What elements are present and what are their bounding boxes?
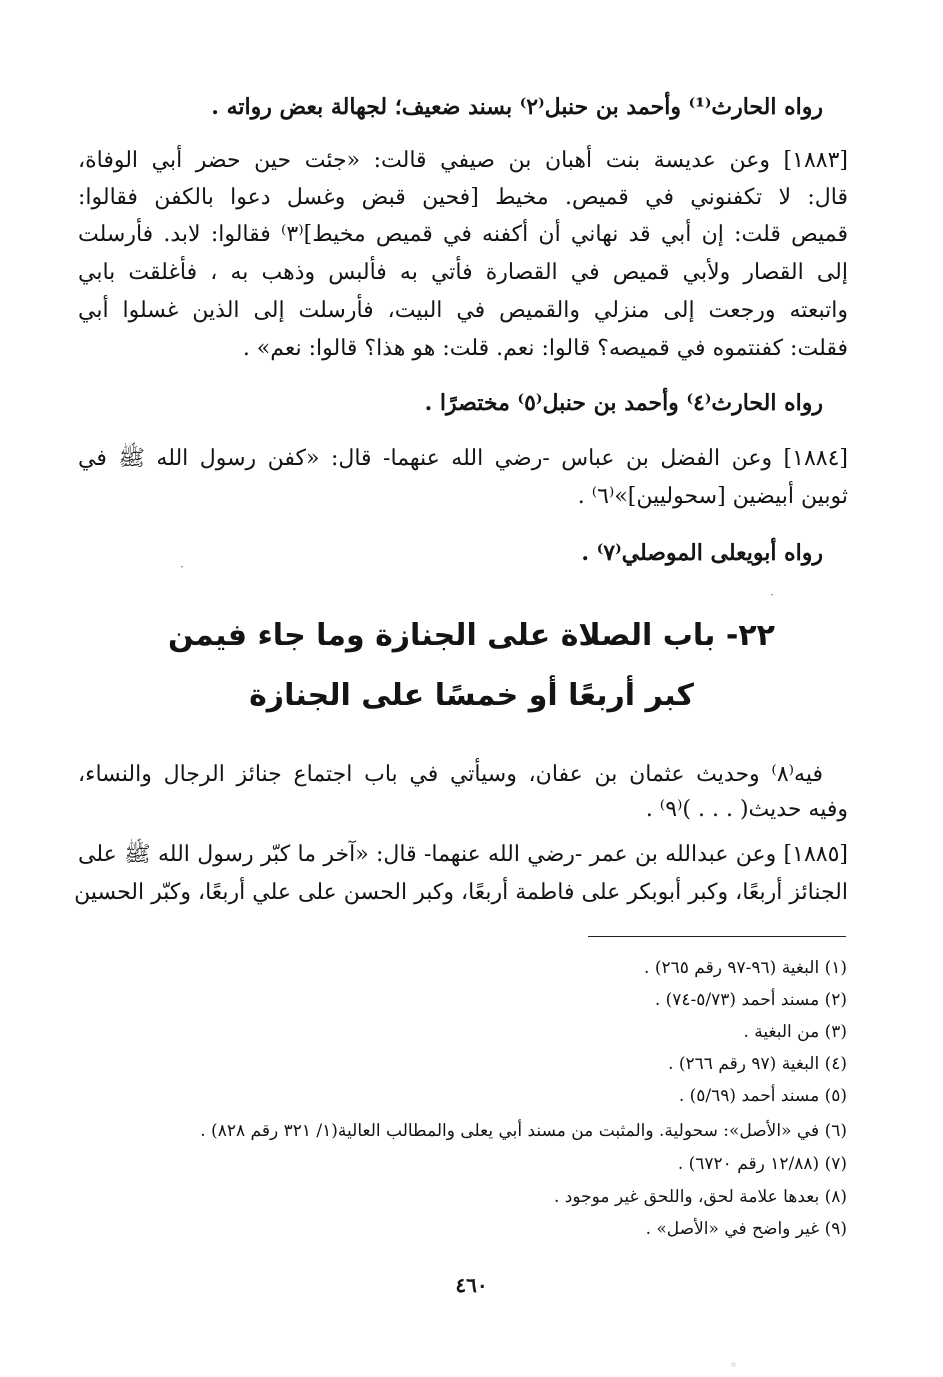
footnote-9: (٩) غير واضح في «الأصل» .: [645, 1219, 847, 1239]
chapter-intro-line-2: وفيه حديث( . . . )⁽٩⁾ .: [645, 797, 848, 822]
page-number: ٤٦٠: [455, 1273, 488, 1297]
hadith-1883-line-2: قال: لا تكفنوني في قميص. مخيط [فحين قبض وغسل دعوا بالكفن فقالوا:: [78, 185, 848, 210]
chapter-heading-line-1: ٢٢- باب الصلاة على الجنازة وما جاء فيمن: [168, 618, 775, 653]
hadith-1884-line-2: ثوبين أبيضين [سحوليين]»⁽٦⁾ .: [577, 484, 848, 509]
hadith-1883-line-5: واتبعته ورجعت إلى منزلي والقميص في البيت، فأرسلت إلى الذين غسلوا أبي: [78, 298, 848, 323]
chapter-heading-line-2: كبر أربعًا أو خمسًا على الجنازة: [249, 678, 694, 713]
scan-speck: ◦: [730, 1358, 738, 1372]
footnote-5: (٥) مسند أحمد (٥/٦٩) .: [678, 1086, 847, 1106]
narration-line: رواه الحارث⁽٤⁾ وأحمد بن حنبل⁽٥⁾ مختصرًا .: [424, 390, 823, 416]
footnote-1: (١) البغية (٩٦-٩٧ رقم ٢٦٥) .: [644, 958, 847, 978]
hadith-1883-line-1: [١٨٨٣] وعن عديسة بنت أهبان بن صيفي قالت: «جئت حين حضر أبي الوفاة،: [78, 148, 848, 173]
chapter-intro-line-1: فيه⁽٨⁾ وحديث عثمان بن عفان، وسيأتي في باب اجتماع جنائز الرجال والنساء،: [78, 762, 823, 787]
footnote-6: (٦) في «الأصل»: سحولية. والمثبت من مسند أبي يعلى والمطالب العالية(١/ ٣٢١ رقم ٨٢٨) .: [200, 1121, 847, 1141]
hadith-1883-line-6: فقلت: كفنتموه في قميصه؟ قالوا: نعم. قلت: هو هذا؟ قالوا: نعم» .: [242, 336, 848, 361]
footnote-2: (٢) مسند أحمد (٥/٧٣-٧٤) .: [654, 990, 847, 1010]
hadith-1883-line-3: قميص قلت: إن أبي قد نهاني أن أكفنه في قميص مخيط]⁽٣⁾ فقالوا: لابد. فأرسلت: [78, 222, 848, 247]
scan-speck: ·: [180, 560, 184, 574]
footnote-separator: [588, 936, 846, 937]
hadith-1884-line-1: [١٨٨٤] وعن الفضل بن عباس -رضي الله عنهما- قال: «كفن رسول الله ﷺ في: [78, 446, 848, 471]
scan-speck: ·: [770, 588, 774, 602]
footnote-3: (٣) من البغية .: [743, 1022, 847, 1042]
footnote-8: (٨) بعدها علامة لحق، واللحق غير موجود .: [553, 1187, 847, 1207]
hadith-1885-line-1: [١٨٨٥] وعن عبدالله بن عمر -رضي الله عنهما- قال: «آخر ما كبّر رسول الله ﷺ على: [78, 842, 848, 867]
hadith-1883-line-4: إلى القصار ولأبي قميص في القصارة فأتي به فألبس وذهب به ، فأغلقت بابي: [78, 260, 848, 285]
narration-line: رواه الحارث⁽¹⁾ وأحمد بن حنبل⁽٢⁾ بسند ضعيف؛ لجهالة بعض رواته .: [211, 94, 823, 120]
footnote-7: (٧) (١٢/٨٨ رقم ٦٧٢٠) .: [677, 1154, 847, 1174]
hadith-1885-line-2: الجنائز أربعًا، وكبر أبوبكر على فاطمة أربعًا، وكبر الحسن على علي أربعًا، وكبّر الحسين: [74, 880, 848, 905]
narration-line: رواه أبويعلى الموصلي⁽٧⁾ .: [581, 540, 823, 566]
footnote-4: (٤) البغية (٩٧ رقم ٢٦٦) .: [668, 1054, 847, 1074]
